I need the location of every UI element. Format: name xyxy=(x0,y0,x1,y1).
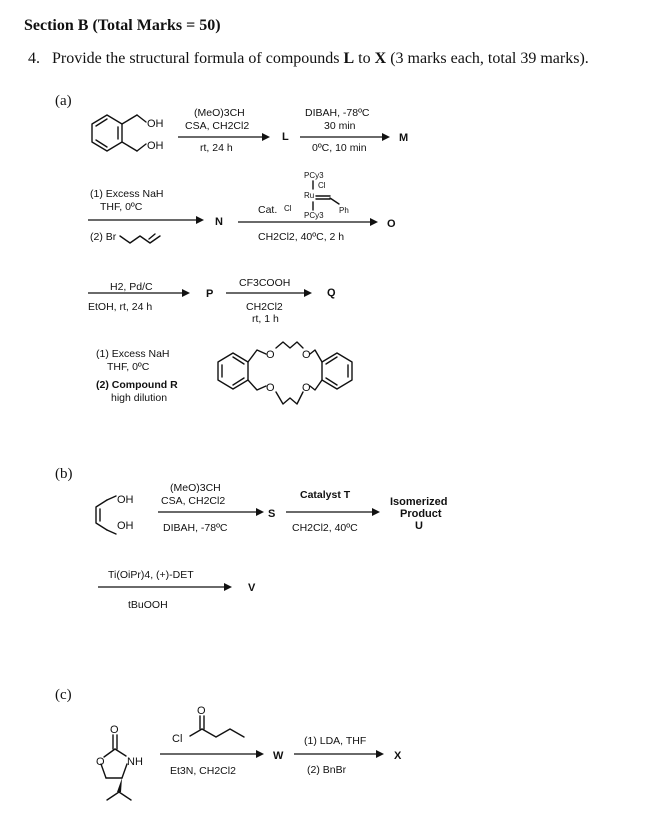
oh-label-1: OH xyxy=(147,118,164,130)
reagent-a7-line2: THF, 0ºC xyxy=(107,361,150,373)
isomerized-line2: Product xyxy=(400,508,442,520)
cat-cl-1: Cl xyxy=(318,181,326,190)
reagent-a4-bottom: CH2Cl2, 40ºC, 2 h xyxy=(258,231,345,243)
reagent-b1-bottom: DIBAH, -78ºC xyxy=(163,522,228,534)
cat-cl-2: Cl xyxy=(284,204,292,213)
ox-nh: NH xyxy=(127,756,143,768)
reagent-a2-bottom: 0ºC, 10 min xyxy=(312,142,367,154)
crown-o-3: O xyxy=(266,382,275,394)
cat-ph: Ph xyxy=(339,206,349,215)
reagent-a7-line4: high dilution xyxy=(111,392,168,404)
part-a-label: (a) xyxy=(55,93,72,109)
oh-label-2: OH xyxy=(147,140,164,152)
ox-ring-o: O xyxy=(96,756,105,768)
reagent-b2-top: Catalyst T xyxy=(300,489,351,501)
cat-ru: Ru xyxy=(304,191,315,200)
cis-butenediol-structure xyxy=(96,496,116,534)
reagent-a3-top2: THF, 0ºC xyxy=(100,201,143,213)
compound-p: P xyxy=(206,288,214,300)
reagent-a5-bottom: EtOH, rt, 24 h xyxy=(88,301,153,313)
reagent-b1-top1: (MeO)3CH xyxy=(170,482,221,494)
reagent-c2-bottom: (2) BnBr xyxy=(307,764,347,776)
cat-label: Cat. xyxy=(258,204,278,216)
butanoyl-chloride-structure xyxy=(190,716,244,737)
crown-o-4: O xyxy=(302,382,311,394)
reagent-a3-bottom: (2) Br xyxy=(90,231,117,243)
reagent-b3-top: Ti(OiPr)4, (+)-DET xyxy=(108,569,194,581)
compound-w: W xyxy=(273,750,284,762)
crown-o-2: O xyxy=(302,349,311,361)
compound-n: N xyxy=(215,216,223,228)
compound-s: S xyxy=(268,508,276,520)
dibenzo-crown-ether-structure xyxy=(218,342,352,404)
compound-x: X xyxy=(394,750,402,762)
reagent-a5-top: H2, Pd/C xyxy=(110,281,153,293)
benzene-diol-structure xyxy=(92,115,146,151)
compound-u: U xyxy=(415,520,423,532)
reagent-a7-line3: (2) Compound R xyxy=(96,379,178,391)
reagent-a1-top2: CSA, CH2Cl2 xyxy=(185,120,250,132)
reagent-a3-top1: (1) Excess NaH xyxy=(90,188,164,200)
ox-carbonyl-o: O xyxy=(110,724,119,736)
reagent-a2-top2: 30 min xyxy=(324,120,356,132)
reagent-c2-top: (1) LDA, THF xyxy=(304,735,367,747)
reagent-b2-bottom: CH2Cl2, 40ºC xyxy=(292,522,358,534)
acyl-cl: Cl xyxy=(172,733,183,745)
allyl-chain xyxy=(120,236,160,243)
cat-pcy3-bottom: PCy3 xyxy=(304,211,324,220)
question-number: 4. xyxy=(28,50,40,67)
oh-label-b1: OH xyxy=(117,494,134,506)
compound-m: M xyxy=(399,132,409,144)
compound-l: L xyxy=(282,131,289,143)
reagent-a1-bottom: rt, 24 h xyxy=(200,142,233,154)
compound-o: O xyxy=(387,218,396,230)
section-title: Section B (Total Marks = 50) xyxy=(24,17,221,34)
compound-q: Q xyxy=(327,287,336,299)
reagent-a2-top1: DIBAH, -78ºC xyxy=(305,107,370,119)
isomerized-line1: Isomerized xyxy=(390,496,448,508)
reagent-b1-top2: CSA, CH2Cl2 xyxy=(161,495,226,507)
crown-o-1: O xyxy=(266,349,275,361)
reagent-a6-bottom1: CH2Cl2 xyxy=(246,301,283,313)
reagent-a6-bottom2: rt, 1 h xyxy=(252,313,279,325)
reagent-a1-top1: (MeO)3CH xyxy=(194,107,245,119)
oh-label-b2: OH xyxy=(117,520,134,532)
reagent-c1-bottom: Et3N, CH2Cl2 xyxy=(170,765,236,777)
part-c-label: (c) xyxy=(55,687,72,703)
compound-v: V xyxy=(248,582,256,594)
reagent-a6-top: CF3COOH xyxy=(239,277,291,289)
reagent-a7-line1: (1) Excess NaH xyxy=(96,348,170,360)
acyl-carbonyl-o: O xyxy=(197,705,206,717)
part-b-label: (b) xyxy=(55,466,73,482)
question-text: Provide the structural formula of compounds L to X (3 marks each, total 39 marks). xyxy=(52,50,589,67)
reagent-b3-bottom: tBuOOH xyxy=(128,599,168,611)
cat-pcy3-top: PCy3 xyxy=(304,171,324,180)
